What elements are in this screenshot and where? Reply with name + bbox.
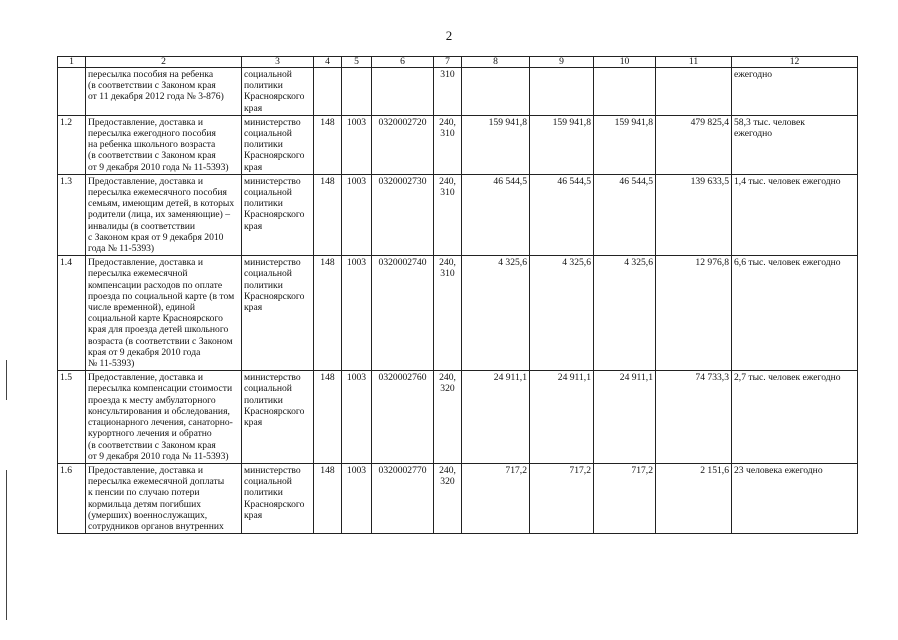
- scan-edge-mark: [6, 360, 7, 400]
- expense-type-code-line: 310: [440, 187, 455, 199]
- expense-type-code-line: 240,: [439, 372, 456, 384]
- expected-result-line: ежегодно: [734, 69, 773, 80]
- responsible-executor-line: министерство: [244, 116, 301, 128]
- measure-description-line: края для проезда детей школьного: [88, 324, 229, 336]
- measure-description-line: № 11-5393): [88, 358, 135, 370]
- amount-total: 74 733,3: [656, 371, 732, 464]
- responsible-executor-line: политики: [244, 487, 283, 499]
- column-number-header: 9: [530, 57, 594, 68]
- responsible-executor: [242, 463, 314, 533]
- measure-description-line: проезда по социальной карте (в том: [88, 290, 235, 302]
- measure-description-line: инвалиды (в соответствии: [88, 220, 195, 232]
- measure-description-line: курортного лечения и обратно: [88, 428, 212, 440]
- section-code: 1003: [342, 371, 372, 464]
- responsible-executor-line: социальной: [244, 476, 292, 488]
- measure-description-line: Предоставление, доставка и: [88, 257, 203, 269]
- expense-type-code: [434, 174, 462, 255]
- grbs-code: 148: [314, 174, 342, 255]
- responsible-executor-line: Красноярского: [244, 405, 305, 417]
- measure-description-line: пересылка ежегодного пособия: [88, 128, 216, 140]
- measure-description-line: возраста (в соответствии с Законом: [88, 335, 233, 347]
- amount-total: 2 151,6: [656, 463, 732, 533]
- amount-year-3: 24 911,1: [594, 371, 656, 464]
- responsible-executor-line: министерство: [244, 464, 301, 476]
- measure-description: [86, 115, 242, 174]
- responsible-executor-line: политики: [244, 279, 283, 291]
- measure-description-line: Предоставление, доставка и: [88, 175, 203, 187]
- measure-description-line: (в соответствии с Законом края: [88, 150, 216, 162]
- expense-type-code-line: 240,: [439, 257, 456, 269]
- expected-result-line: 58,3 тыс. человек: [734, 116, 805, 128]
- measure-description-line: Предоставление, доставка и: [88, 464, 203, 476]
- expense-type-code: [434, 256, 462, 371]
- column-number-header: 10: [594, 57, 656, 68]
- target-article-code: 0320002730: [372, 174, 434, 255]
- amount-year-2: [530, 68, 594, 116]
- measure-description: [86, 68, 242, 116]
- expense-type-code: [434, 115, 462, 174]
- responsible-executor-line: Красноярского: [244, 150, 305, 162]
- expense-type-code: [434, 371, 462, 464]
- responsible-executor-line: края: [244, 509, 263, 521]
- responsible-executor-line: министерство: [244, 372, 301, 384]
- target-article-code: 0320002720: [372, 115, 434, 174]
- responsible-executor-line: края: [244, 220, 263, 232]
- amount-year-3: 4 325,6: [594, 256, 656, 371]
- target-article-code: 0320002770: [372, 463, 434, 533]
- amount-year-2: 717,2: [530, 463, 594, 533]
- expense-type-code-line: 240,: [439, 175, 456, 187]
- measure-description: [86, 174, 242, 255]
- table-row: [58, 463, 858, 533]
- table-row: [58, 115, 858, 174]
- amount-year-1: 46 544,5: [462, 174, 530, 255]
- measure-description-line: (умерших) военнослужащих,: [88, 509, 208, 521]
- row-number: 1.4: [58, 256, 86, 371]
- responsible-executor: [242, 256, 314, 371]
- grbs-code: 148: [314, 115, 342, 174]
- amount-year-1: [462, 68, 530, 116]
- responsible-executor-line: социальной: [244, 187, 292, 199]
- measure-description-line: пересылка пособия на ребенка: [88, 69, 214, 80]
- column-number-header: 3: [242, 57, 314, 68]
- expected-result: [732, 256, 858, 371]
- measure-description-line: кормильца детям погибших: [88, 498, 202, 510]
- responsible-executor-line: политики: [244, 394, 283, 406]
- expected-result: [732, 463, 858, 533]
- responsible-executor: [242, 371, 314, 464]
- measure-description-line: с Законом края от 9 декабря 2010: [88, 231, 224, 243]
- table-row: [58, 371, 858, 464]
- expense-type-code: [434, 463, 462, 533]
- amount-total: 479 825,4: [656, 115, 732, 174]
- table-row: [58, 256, 858, 371]
- measure-description: [86, 463, 242, 533]
- amount-total: 12 976,8: [656, 256, 732, 371]
- grbs-code: 148: [314, 463, 342, 533]
- section-code: 1003: [342, 174, 372, 255]
- target-article-code: [372, 68, 434, 116]
- expected-result-line: 6,6 тыс. человек ежегодно: [734, 257, 841, 269]
- responsible-executor-line: края: [244, 161, 263, 173]
- target-article-code: 0320002760: [372, 371, 434, 464]
- column-number-header: 7: [434, 57, 462, 68]
- amount-year-2: 4 325,6: [530, 256, 594, 371]
- expected-result-line: 23 человека ежегодно: [734, 464, 823, 476]
- amount-total: 139 633,5: [656, 174, 732, 255]
- row-number: [58, 68, 86, 116]
- expense-type-code: [434, 68, 462, 116]
- responsible-executor-line: края: [244, 302, 263, 314]
- measure-description-line: года № 11-5393): [88, 243, 155, 255]
- responsible-executor-line: министерство: [244, 257, 301, 269]
- expected-result: [732, 174, 858, 255]
- measure-description-line: семьям, имеющим детей, в которых: [88, 198, 235, 210]
- responsible-executor-line: Красноярского: [244, 290, 305, 302]
- amount-year-2: 46 544,5: [530, 174, 594, 255]
- section-code: 1003: [342, 256, 372, 371]
- column-number-header: 6: [372, 57, 434, 68]
- column-number-header: 8: [462, 57, 530, 68]
- measure-description-line: края от 9 декабря 2010 года: [88, 346, 201, 358]
- amount-year-3: 717,2: [594, 463, 656, 533]
- section-code: 1003: [342, 463, 372, 533]
- column-number-row: [58, 57, 858, 68]
- amount-year-1: 717,2: [462, 463, 530, 533]
- responsible-executor-line: Красноярского: [244, 91, 305, 103]
- target-article-code: 0320002740: [372, 256, 434, 371]
- scan-edge-mark: [6, 470, 7, 620]
- measure-description-line: пересылка ежемесячной доплаты: [88, 476, 225, 488]
- measure-description: [86, 256, 242, 371]
- measure-description-line: Предоставление, доставка и: [88, 116, 203, 128]
- expense-type-code-line: 310: [440, 128, 455, 140]
- responsible-executor-line: политики: [244, 198, 283, 210]
- responsible-executor-line: политики: [244, 80, 283, 92]
- amount-year-1: 24 911,1: [462, 371, 530, 464]
- expense-type-code-line: 310: [440, 268, 455, 280]
- table-row: [58, 174, 858, 255]
- expense-type-code-line: 240,: [439, 464, 456, 476]
- responsible-executor-line: социальной: [244, 268, 292, 280]
- amount-year-2: 159 941,8: [530, 115, 594, 174]
- expense-type-code-line: 240,: [439, 116, 456, 128]
- page-number: 2: [445, 28, 453, 43]
- row-number: 1.6: [58, 463, 86, 533]
- column-number-header: 12: [732, 57, 858, 68]
- column-number-header: 4: [314, 57, 342, 68]
- expected-result: [732, 115, 858, 174]
- responsible-executor-line: Красноярского: [244, 498, 305, 510]
- measure-description-line: проезда к месту амбулаторного: [88, 394, 216, 406]
- expected-result-line: ежегодно: [734, 128, 773, 140]
- amount-year-3: 159 941,8: [594, 115, 656, 174]
- amount-year-3: 46 544,5: [594, 174, 656, 255]
- column-number-header: 11: [656, 57, 732, 68]
- expected-result: [732, 371, 858, 464]
- amount-year-3: [594, 68, 656, 116]
- measure-description-line: пересылка компенсации стоимости: [88, 383, 233, 395]
- amount-year-2: 24 911,1: [530, 371, 594, 464]
- measure-description-line: на ребенка школьного возраста: [88, 139, 216, 151]
- measure-description: [86, 371, 242, 464]
- measure-description-line: пересылка ежемесячного пособия: [88, 187, 227, 199]
- responsible-executor-line: Красноярского: [244, 209, 305, 221]
- grbs-code: 148: [314, 371, 342, 464]
- measure-description-line: социальной карте Красноярского: [88, 313, 223, 325]
- measure-description-line: Предоставление, доставка и: [88, 372, 203, 384]
- expected-result-line: 1,4 тыс. человек ежегодно: [734, 175, 841, 187]
- responsible-executor-line: социальной: [244, 69, 292, 80]
- amount-year-1: 4 325,6: [462, 256, 530, 371]
- responsible-executor-line: социальной: [244, 128, 292, 140]
- measure-description-line: компенсации расходов по оплате: [88, 279, 223, 291]
- measure-description-line: стационарного лечения, санаторно-: [88, 417, 233, 429]
- measure-description-line: сотрудников органов внутренних: [88, 520, 224, 532]
- responsible-executor-line: края: [244, 102, 263, 114]
- column-number-header: 2: [86, 57, 242, 68]
- measure-description-line: от 11 декабря 2012 года № 3-876): [88, 91, 224, 103]
- responsible-executor: [242, 115, 314, 174]
- row-number: 1.3: [58, 174, 86, 255]
- section-code: [342, 68, 372, 116]
- expense-type-code-line: 320: [440, 383, 455, 395]
- measure-description-line: консультирования и обследования,: [88, 405, 230, 417]
- budget-table: [57, 56, 858, 534]
- measure-description-line: от 9 декабря 2010 года № 11-5393): [88, 161, 229, 173]
- column-number-header: 5: [342, 57, 372, 68]
- measure-description-line: родители (лица, их заменяющие) –: [88, 209, 230, 221]
- expected-result-line: 2,7 тыс. человек ежегодно: [734, 372, 841, 384]
- responsible-executor: [242, 68, 314, 116]
- measure-description-line: к пенсии по случаю потери: [88, 487, 200, 499]
- measure-description-line: числе временной), единой: [88, 302, 195, 314]
- responsible-executor: [242, 174, 314, 255]
- expense-type-code-line: 310: [440, 69, 455, 80]
- responsible-executor-line: края: [244, 417, 263, 429]
- section-code: 1003: [342, 115, 372, 174]
- amount-total: [656, 68, 732, 116]
- measure-description-line: от 9 декабря 2010 года № 11-5393): [88, 450, 229, 462]
- row-number: 1.2: [58, 115, 86, 174]
- expense-type-code-line: 320: [440, 476, 455, 488]
- column-number-header: 1: [58, 57, 86, 68]
- grbs-code: 148: [314, 256, 342, 371]
- measure-description-line: (в соответствии с Законом края: [88, 439, 216, 451]
- table-row: [58, 68, 858, 116]
- grbs-code: [314, 68, 342, 116]
- responsible-executor-line: политики: [244, 139, 283, 151]
- measure-description-line: пересылка ежемесячной: [88, 268, 188, 280]
- responsible-executor-line: министерство: [244, 175, 301, 187]
- measure-description-line: (в соответствии с Законом края: [88, 80, 216, 92]
- expected-result: [732, 68, 858, 116]
- responsible-executor-line: социальной: [244, 383, 292, 395]
- row-number: 1.5: [58, 371, 86, 464]
- amount-year-1: 159 941,8: [462, 115, 530, 174]
